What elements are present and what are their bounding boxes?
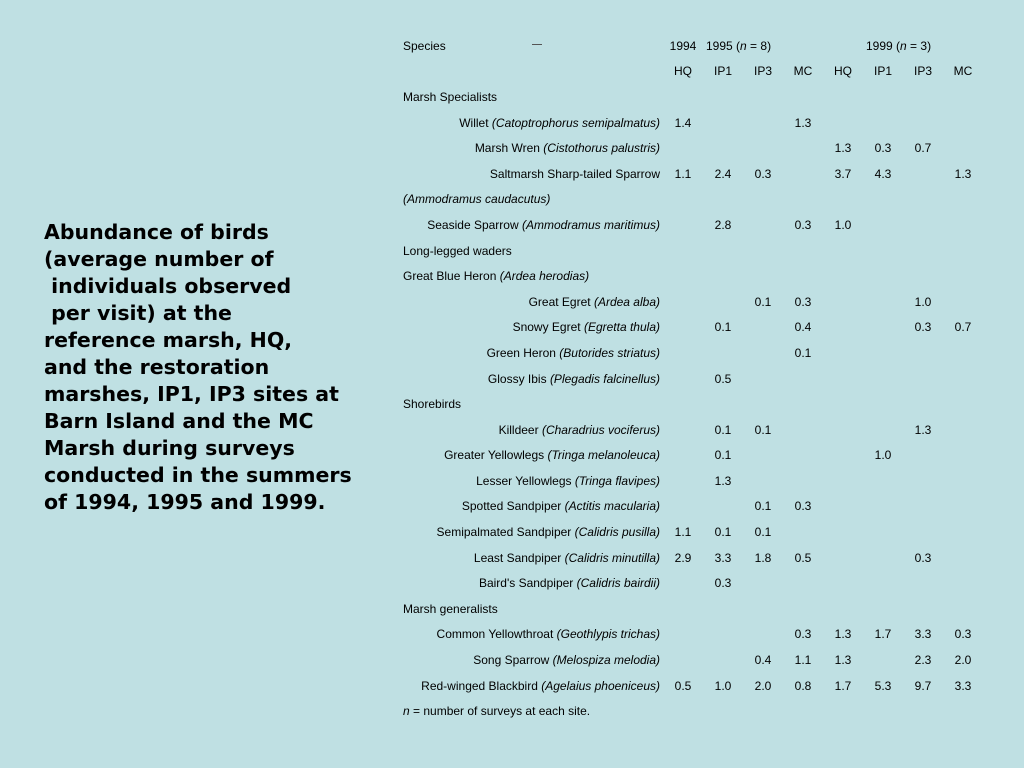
abundance-cell: [863, 289, 903, 315]
abundance-cell: [743, 315, 783, 341]
species-name: [400, 622, 663, 648]
abundance-cell: [903, 110, 943, 136]
scientific-name: (Charadrius vociferus): [541, 422, 660, 437]
abundance-cell: 0.3: [874, 141, 892, 156]
site-header: MC: [793, 64, 813, 79]
abundance-cell: 2.9: [674, 550, 692, 565]
site-header: HQ: [674, 64, 692, 79]
scientific-name: (Egretta thula): [583, 320, 660, 335]
table-row: [400, 84, 1023, 110]
species-name: [400, 519, 663, 545]
common-name: Seaside Sparrow: [427, 217, 519, 232]
abundance-cell: 0.3: [754, 166, 772, 181]
abundance-cell: 0.1: [754, 525, 772, 540]
abundance-cell: 0.4: [754, 653, 772, 668]
abundance-cell: [823, 570, 863, 596]
abundance-cell: [703, 135, 743, 161]
common-name: Snowy Egret: [512, 320, 581, 335]
abundance-cell: [863, 110, 903, 136]
scientific-name: (Ardea alba): [593, 294, 660, 309]
abundance-cell: [863, 417, 903, 443]
scientific-name: (Calidris pusilla): [574, 525, 660, 540]
abundance-cell: [863, 545, 903, 571]
abundance-cell: 1.1: [794, 653, 812, 668]
abundance-cell: 0.8: [794, 678, 812, 693]
abundance-cell: [783, 519, 823, 545]
abundance-cell: 9.7: [914, 678, 932, 693]
abundance-cell: 5.3: [874, 678, 892, 693]
common-name: Saltmarsh Sharp-tailed Sparrow: [489, 166, 660, 181]
table-row: [400, 417, 1023, 443]
abundance-cell: [823, 545, 863, 571]
common-name: Baird's Sandpiper: [478, 576, 574, 591]
abundance-cell: [943, 289, 983, 315]
abundance-cell: 0.1: [714, 525, 732, 540]
scientific-name: (Butorides striatus): [559, 345, 660, 360]
abundance-cell: [783, 468, 823, 494]
abundance-cell: [663, 417, 703, 443]
table-footnote: n = number of surveys at each site.: [403, 704, 591, 719]
abundance-cell: 1.0: [834, 217, 852, 232]
species-name: [400, 263, 983, 289]
abundance-cell: [823, 289, 863, 315]
abundance-cell: [743, 443, 783, 469]
common-name: Marsh Wren: [474, 141, 540, 156]
abundance-cell: [903, 443, 943, 469]
abundance-cell: [903, 212, 943, 238]
abundance-cell: [743, 622, 783, 648]
abundance-cell: [863, 570, 903, 596]
abundance-cell: [863, 212, 903, 238]
abundance-cell: 1.8: [754, 550, 772, 565]
abundance-cell: [663, 289, 703, 315]
common-name: Spotted Sandpiper: [461, 499, 562, 514]
table-row: [400, 366, 1023, 392]
table-row: [400, 161, 1023, 187]
site-header: IP1: [713, 64, 732, 79]
abundance-cell: 0.7: [914, 141, 932, 156]
abundance-cell: 1.7: [874, 627, 892, 642]
abundance-cell: 1.4: [674, 115, 692, 130]
abundance-cell: 3.3: [914, 627, 932, 642]
slide-caption: Abundance of birds (average number of individuals observed per visit) at the reference marsh, HQ, and the restoration marshes, IP1, IP3 sites at Barn Island and the MC Marsh during surveys conducted in the summers of 1994, 1995 and 1999.: [44, 220, 352, 514]
year-1994-header: 1994: [669, 38, 697, 53]
abundance-cell: 3.3: [714, 550, 732, 565]
abundance-cell: 0.4: [794, 320, 812, 335]
abundance-cell: [663, 468, 703, 494]
scientific-name: (Catoptrophorus semipalmatus): [491, 115, 660, 130]
scientific-name: (Cistothorus palustris): [543, 141, 660, 156]
scientific-name: (Agelaius phoeniceus): [541, 678, 660, 693]
common-name: Killdeer: [498, 422, 539, 437]
abundance-cell: [743, 366, 783, 392]
site-subheader-row: [400, 59, 1023, 85]
abundance-cell: [663, 494, 703, 520]
abundance-cell: 1.0: [914, 294, 932, 309]
abundance-cell: [663, 340, 703, 366]
abundance-cell: 1.3: [834, 653, 852, 668]
abundance-cell: [943, 135, 983, 161]
table-row: [400, 315, 1023, 341]
abundance-cell: 0.1: [754, 422, 772, 437]
abundance-cell: 0.1: [714, 320, 732, 335]
abundance-cell: [703, 289, 743, 315]
abundance-cell: 2.4: [714, 166, 732, 181]
abundance-cell: [703, 494, 743, 520]
abundance-cell: [703, 647, 743, 673]
abundance-cell: [783, 443, 823, 469]
abundance-cell: [703, 110, 743, 136]
group-label: Marsh generalists: [403, 601, 498, 616]
group-label: Marsh Specialists: [403, 89, 498, 104]
abundance-cell: [783, 417, 823, 443]
abundance-cell: [863, 315, 903, 341]
common-name: Song Sparrow: [473, 653, 550, 668]
species-name: [400, 315, 663, 341]
abundance-cell: 1.0: [714, 678, 732, 693]
species-name: [400, 673, 663, 699]
site-header: HQ: [834, 64, 852, 79]
abundance-cell: [823, 366, 863, 392]
abundance-cell: [903, 468, 943, 494]
abundance-cell: 1.3: [914, 422, 932, 437]
abundance-cell: [823, 110, 863, 136]
abundance-cell: 0.3: [794, 627, 812, 642]
abundance-cell: 1.1: [674, 166, 692, 181]
abundance-cell: [743, 340, 783, 366]
species-column-header: Species: [403, 38, 446, 53]
abundance-cell: 0.3: [954, 627, 972, 642]
species-name: [400, 366, 663, 392]
abundance-cell: [743, 570, 783, 596]
abundance-cell: 1.3: [834, 627, 852, 642]
abundance-cell: [903, 494, 943, 520]
abundance-cell: [823, 340, 863, 366]
abundance-cell: [943, 340, 983, 366]
abundance-cell: [863, 340, 903, 366]
abundance-cell: 0.1: [714, 448, 732, 463]
common-name: Green Heron: [486, 345, 556, 360]
species-name: [400, 647, 663, 673]
scientific-name: (Geothlypis trichas): [556, 627, 660, 642]
table-row: [400, 596, 1023, 622]
abundance-cell: [943, 110, 983, 136]
abundance-cell: [903, 570, 943, 596]
abundance-cell: 0.3: [794, 294, 812, 309]
abundance-cell: 2.0: [754, 678, 772, 693]
table-row: [400, 187, 1023, 213]
site-header: IP1: [873, 64, 892, 79]
abundance-cell: [943, 494, 983, 520]
abundance-cell: [823, 494, 863, 520]
abundance-cell: [663, 570, 703, 596]
abundance-cell: [943, 212, 983, 238]
abundance-cell: [903, 366, 943, 392]
common-name: Greater Yellowlegs: [444, 448, 545, 463]
abundance-cell: [663, 622, 703, 648]
group-label: Shorebirds: [403, 397, 462, 412]
abundance-cell: 0.3: [714, 576, 732, 591]
common-name: Semipalmated Sandpiper: [436, 525, 572, 540]
abundance-cell: 3.3: [954, 678, 972, 693]
bird-abundance-table: [400, 33, 1023, 724]
table-row: [400, 391, 1023, 417]
abundance-cell: [943, 417, 983, 443]
abundance-cell: [863, 519, 903, 545]
abundance-cell: 1.3: [794, 115, 812, 130]
abundance-cell: [823, 519, 863, 545]
abundance-cell: [743, 110, 783, 136]
abundance-cell: [703, 622, 743, 648]
table-header-row: [400, 33, 1023, 59]
common-name: Willet: [459, 115, 489, 130]
species-name: [400, 570, 663, 596]
table-row: [400, 468, 1023, 494]
abundance-cell: [743, 212, 783, 238]
scientific-name: (Tringa melanoleuca): [547, 448, 660, 463]
species-name: [400, 212, 663, 238]
species-name: [400, 417, 663, 443]
abundance-cell: 2.8: [714, 217, 732, 232]
table-row: [400, 443, 1023, 469]
abundance-cell: 2.3: [914, 653, 932, 668]
abundance-cell: [903, 519, 943, 545]
abundance-cell: [943, 443, 983, 469]
abundance-cell: 0.5: [714, 371, 732, 386]
abundance-cell: [823, 417, 863, 443]
species-name: [400, 135, 663, 161]
abundance-cell: 4.3: [874, 166, 892, 181]
table-row: [400, 238, 1023, 264]
abundance-cell: [663, 647, 703, 673]
abundance-cell: [663, 443, 703, 469]
abundance-cell: [663, 366, 703, 392]
species-name: [400, 443, 663, 469]
abundance-cell: 0.1: [794, 345, 812, 360]
abundance-cell: [663, 315, 703, 341]
scientific-name: (Ardea herodias): [499, 269, 590, 284]
abundance-cell: [823, 315, 863, 341]
abundance-cell: 0.1: [714, 422, 732, 437]
abundance-cell: 3.7: [834, 166, 852, 181]
abundance-cell: 0.5: [674, 678, 692, 693]
species-name: [400, 494, 663, 520]
common-name: Great Egret: [528, 294, 591, 309]
common-name: Glossy Ibis: [487, 371, 547, 386]
table-row: [400, 340, 1023, 366]
species-name: [400, 161, 663, 187]
abundance-cell: [783, 135, 823, 161]
abundance-cell: [783, 570, 823, 596]
abundance-cell: 0.3: [914, 550, 932, 565]
common-name: Lesser Yellowlegs: [476, 473, 572, 488]
abundance-cell: 1.3: [714, 473, 732, 488]
table-row: [400, 570, 1023, 596]
species-name: [400, 289, 663, 315]
abundance-cell: 0.3: [794, 217, 812, 232]
abundance-cell: 0.1: [754, 499, 772, 514]
abundance-cell: [663, 135, 703, 161]
site-header: IP3: [753, 64, 772, 79]
abundance-cell: [903, 161, 943, 187]
species-name: [400, 468, 663, 494]
table-row: [400, 673, 1023, 699]
scientific-name: (Plegadis falcinellus): [549, 371, 660, 386]
abundance-cell: [863, 647, 903, 673]
table-row: [400, 622, 1023, 648]
abundance-cell: [943, 519, 983, 545]
year-1995-header: 1995 (n = 8): [706, 38, 772, 53]
common-name: Common Yellowthroat: [436, 627, 554, 642]
abundance-cell: [863, 366, 903, 392]
table-row: [400, 519, 1023, 545]
abundance-cell: 0.7: [954, 320, 972, 335]
abundance-cell: 0.5: [794, 550, 812, 565]
year-1999-header: 1999 (n = 3): [866, 38, 932, 53]
scientific-name: (Calidris bairdii): [576, 576, 660, 591]
abundance-cell: [743, 468, 783, 494]
species-name: [400, 545, 663, 571]
abundance-cell: [943, 468, 983, 494]
species-name: [400, 340, 663, 366]
scientific-name: (Actitis macularia): [564, 499, 660, 514]
common-name: Great Blue Heron: [403, 269, 497, 284]
site-header: MC: [953, 64, 973, 79]
table-row: [400, 545, 1023, 571]
species-name: [400, 110, 663, 136]
scientific-name: (Ammodramus caudacutus): [403, 192, 551, 207]
scientific-name: (Calidris minutilla): [564, 550, 660, 565]
abundance-cell: 1.1: [674, 525, 692, 540]
abundance-cell: 0.1: [754, 294, 772, 309]
abundance-cell: 2.0: [954, 653, 972, 668]
table-row: [400, 110, 1023, 136]
abundance-cell: [783, 161, 823, 187]
abundance-cell: 1.7: [834, 678, 852, 693]
abundance-cell: [663, 212, 703, 238]
table-row: [400, 263, 1023, 289]
abundance-cell: [823, 443, 863, 469]
abundance-cell: [743, 135, 783, 161]
table-row: [400, 212, 1023, 238]
abundance-cell: 0.3: [794, 499, 812, 514]
site-header: IP3: [913, 64, 932, 79]
abundance-cell: [863, 494, 903, 520]
abundance-cell: 1.3: [834, 141, 852, 156]
abundance-cell: [703, 340, 743, 366]
abundance-cell: 0.3: [914, 320, 932, 335]
footnote-row: [400, 698, 1023, 724]
table-row: [400, 289, 1023, 315]
table-row: [400, 135, 1023, 161]
abundance-cell: [903, 340, 943, 366]
table-row: [400, 647, 1023, 673]
abundance-cell: [863, 468, 903, 494]
abundance-cell: 1.0: [874, 448, 892, 463]
abundance-cell: [943, 366, 983, 392]
table-row: [400, 494, 1023, 520]
scientific-name: (Ammodramus maritimus): [521, 217, 660, 232]
scientific-name: (Melospiza melodia): [552, 653, 660, 668]
scientific-name: (Tringa flavipes): [574, 473, 660, 488]
common-name: Least Sandpiper: [473, 550, 562, 565]
abundance-cell: [823, 468, 863, 494]
common-name: Red-winged Blackbird: [421, 678, 538, 693]
abundance-cell: [943, 545, 983, 571]
abundance-cell: [943, 570, 983, 596]
abundance-cell: 1.3: [954, 166, 972, 181]
abundance-cell: [783, 366, 823, 392]
group-label: Long-legged waders: [403, 243, 512, 258]
